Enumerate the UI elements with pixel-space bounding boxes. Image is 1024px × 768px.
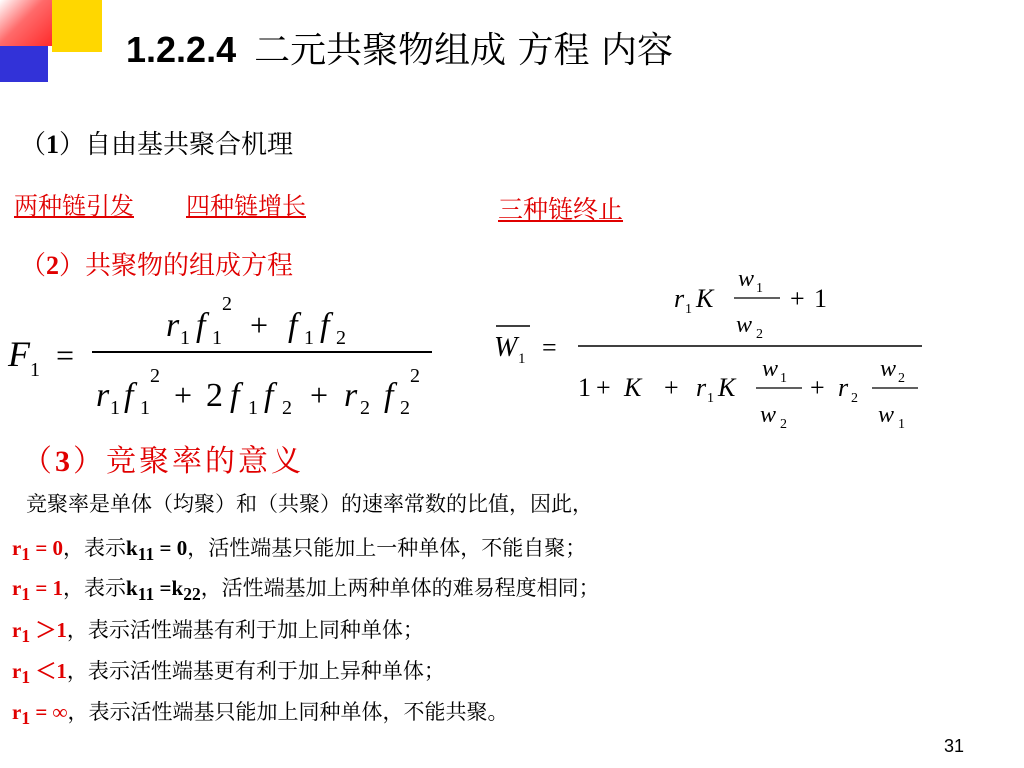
eq1-F: F	[8, 334, 30, 374]
row-text-b: ，表示活性端基只能加上同种单体，不能共聚。	[67, 700, 509, 724]
eq2-num-one: 1	[814, 284, 827, 313]
section-3-heading	[22, 436, 304, 480]
chain-termination: 三种链终止	[498, 195, 624, 224]
eq1-den-f1: f	[124, 377, 134, 414]
ratio-symbol: r	[12, 659, 22, 683]
eq1-den-f1b: f	[230, 377, 240, 414]
rate-constant-subscript: 11	[137, 584, 155, 605]
paren-close: ）	[59, 251, 86, 281]
eq2-num-w1-sub: 1	[756, 281, 763, 296]
ratio-symbol: r	[12, 536, 22, 560]
rate-constant-symbol: k	[126, 536, 138, 560]
eq1-num-r1: r	[166, 307, 180, 344]
row-text-b: ，表示活性端基有利于加上同种单体；	[66, 618, 424, 642]
eq1-den-f2-sub: 2	[282, 397, 292, 419]
eq2-den-fa-w2-sub: 2	[780, 417, 787, 432]
rate-constant-symbol: k	[126, 576, 138, 600]
ratio-condition: = 1	[30, 576, 64, 600]
eq2-num-w2: w	[736, 312, 753, 338]
reactivity-ratio-row	[12, 614, 424, 647]
row-text-b: ，活性端基只能加上一种单体，不能自聚；	[187, 536, 587, 560]
eq1-num-square: 2	[222, 293, 232, 315]
reactivity-ratio-row	[12, 696, 509, 729]
eq1-num-f2: f	[320, 307, 330, 344]
paren-close: ）	[59, 130, 86, 160]
equation-W1	[494, 266, 922, 432]
row-text-a: ，表示	[63, 576, 127, 600]
eq1-den-square-1: 2	[150, 365, 160, 387]
chain-propagation: 四种链增长	[186, 192, 306, 220]
eq2-den-r2: r	[838, 373, 849, 402]
eq1-den-plus-1: +	[174, 377, 193, 413]
eq1-den-f2b-sub: 2	[400, 397, 410, 419]
eq2-num-r1: r	[674, 284, 685, 313]
eq2-den-one: 1	[578, 373, 591, 402]
eq2-den-fa-w1: w	[762, 356, 779, 382]
eq1-num-r1-sub: 1	[180, 327, 190, 349]
eq1-den-square-2: 2	[410, 365, 420, 387]
eq1-num-f1: f	[196, 307, 206, 344]
eq2-W: W	[494, 332, 518, 363]
ratio-subscript: 1	[21, 544, 31, 565]
reactivity-ratio-row	[12, 572, 600, 605]
paren-open: （	[22, 444, 55, 479]
rate-constant-value: = 0	[154, 536, 188, 560]
eq1-equals: =	[56, 337, 75, 373]
eq1-den-f1-sub: 1	[140, 397, 150, 419]
eq1-den-f2: f	[264, 377, 274, 414]
eq1-den-r2: r	[344, 377, 358, 414]
eq1-num-f1b-sub: 1	[304, 327, 314, 349]
eq2-W-sub: 1	[518, 351, 526, 367]
ratio-symbol: r	[12, 700, 22, 724]
eq1-num-f1-sub: 1	[212, 327, 222, 349]
eq2-equals: =	[542, 333, 557, 362]
eq2-num-plus: +	[790, 284, 805, 313]
eq2-num-r1-sub: 1	[685, 302, 692, 317]
eq1-num-f1b: f	[288, 307, 298, 344]
row-text-a: ，表示	[63, 536, 127, 560]
equation-F1	[7, 293, 432, 419]
eq1-den-plus-2: +	[310, 377, 329, 413]
intro-sentence: 竞聚率是单体（均聚）和（共聚）的速率常数的比值，因此，	[26, 492, 593, 516]
eq2-den-fa-w2: w	[760, 402, 777, 428]
rate-constant-value: =k	[154, 576, 184, 600]
reactivity-ratio-row	[12, 532, 586, 565]
section-label: 自由基共聚合机理	[85, 130, 294, 160]
title-number: 1.2.2.4	[126, 29, 237, 70]
section-number: 3	[55, 445, 73, 478]
ratio-condition: ＞1	[30, 618, 67, 642]
row-text-b: ，活性端基加上两种单体的难易程度相同；	[200, 576, 600, 600]
ratio-condition: = ∞	[30, 700, 68, 724]
eq2-den-fb-w1-sub: 1	[898, 417, 905, 432]
paren-close: ）	[73, 444, 106, 479]
eq2-den-fb-w1: w	[878, 402, 895, 428]
eq2-den-r1: r	[696, 373, 707, 402]
eq1-den-r1: r	[96, 377, 110, 414]
eq2-den-r2-sub: 2	[851, 391, 858, 406]
page-number: 31	[944, 736, 965, 756]
reactivity-ratio-row	[12, 655, 445, 688]
section-label: 竞聚率的意义	[106, 444, 304, 479]
eq2-num-K: K	[696, 284, 714, 313]
eq1-F-sub: 1	[30, 359, 40, 381]
chain-initiation: 两种链引发	[14, 192, 134, 220]
eq2-den-K2: K	[718, 373, 736, 402]
row-text-b: ，表示活性端基更有利于加上异种单体；	[66, 659, 445, 683]
ratio-condition: ＜1	[30, 659, 67, 683]
ratio-subscript: 1	[21, 626, 31, 647]
ratio-symbol: r	[12, 576, 22, 600]
eq2-den-plus-2: +	[664, 373, 679, 402]
ratio-subscript: 1	[21, 667, 31, 688]
paren-open: （	[20, 251, 47, 281]
ratio-subscript: 1	[21, 708, 31, 729]
eq1-den-r2-sub: 2	[360, 397, 370, 419]
eq1-den-f2b: f	[384, 377, 394, 414]
ratio-subscript: 1	[21, 584, 31, 605]
paren-open: （	[20, 130, 47, 160]
eq2-num-w2-sub: 2	[756, 327, 763, 342]
title-text: 二元共聚物组成 方程 内容	[254, 30, 673, 71]
eq2-den-r1-sub: 1	[707, 391, 714, 406]
rate-constant-subscript-2: 22	[183, 584, 201, 605]
section-number: 2	[46, 251, 60, 280]
eq2-num-w1: w	[738, 266, 755, 292]
section-label: 共聚物的组成方程	[85, 251, 294, 281]
ratio-symbol: r	[12, 618, 22, 642]
eq1-den-f1b-sub: 1	[248, 397, 258, 419]
eq2-den-fb-w2: w	[880, 356, 897, 382]
eq2-den-plus-3: +	[810, 373, 825, 402]
section-number: 1	[46, 130, 60, 159]
eq2-den-plus-1: +	[596, 373, 611, 402]
eq1-den-r1-sub: 1	[110, 397, 120, 419]
eq1-num-f2-sub: 2	[336, 327, 346, 349]
eq2-den-K: K	[624, 373, 642, 402]
ratio-condition: = 0	[30, 536, 64, 560]
eq2-den-fa-w1-sub: 1	[780, 371, 787, 386]
eq2-den-fb-w2-sub: 2	[898, 371, 905, 386]
rate-constant-subscript: 11	[137, 544, 155, 565]
eq1-num-plus: +	[250, 307, 269, 343]
eq1-den-two: 2	[206, 377, 223, 414]
